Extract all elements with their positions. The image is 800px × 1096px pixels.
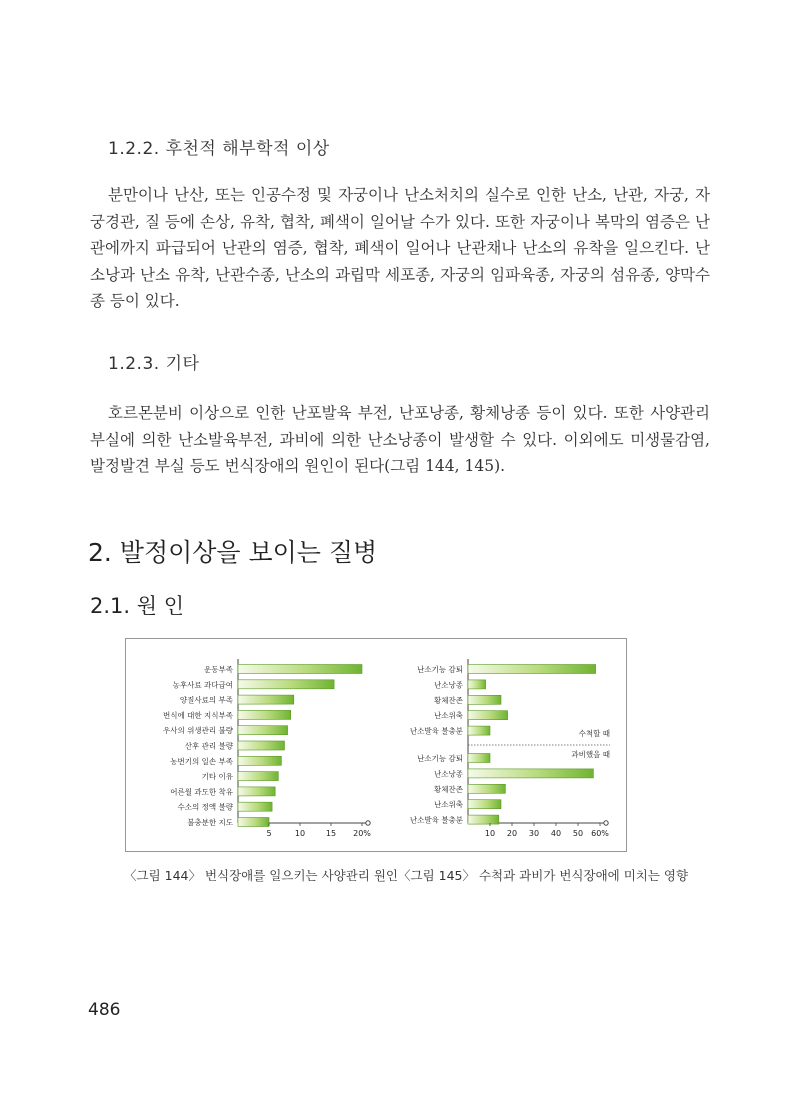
chart-145-bar <box>468 784 505 793</box>
chart-145-group-label: 수척할 때 <box>578 729 610 738</box>
chart-144-bar <box>238 756 281 765</box>
chart-145-category-label: 난소기능 감퇴 <box>417 754 463 763</box>
paragraph-text: 분만이나 난산, 또는 인공수정 및 자궁이나 난소처치의 실수로 인한 난소, 난관, 자궁, 자궁경관, 질 등에 손상, 유착, 협착, 폐색이 일어날 수가 있다. 또한 자궁이나 복막의 염증은 난관에까지 파급되어 난관의 염증, 협착, 폐색이 일어나 난관채나 난소의 유착을 일으킨다. 난소낭과 난소 유착, 난관수종, 난소의 과립막 세포종, 자궁의 임파육종, 자궁의 섬유종, 양막수종 등이 있다. <box>90 186 710 310</box>
chart-145-x-tick-label: 30 <box>528 829 540 838</box>
chart-144-category-label: 번식에 대한 지식부족 <box>163 710 233 720</box>
chart-145-x-tick-label: 50 <box>572 829 584 838</box>
figure-charts <box>126 639 626 851</box>
chart-145-x-tick-label: 40 <box>550 829 562 838</box>
chart-145-bar <box>468 800 501 809</box>
chart-144-category-label: 농후사료 과다급여 <box>172 680 233 690</box>
section-heading-2-1: 2.1. 원 인 <box>90 594 184 618</box>
chart-145-category-label: 난소발육 불충분 <box>409 815 463 825</box>
chart-144-bar <box>238 741 285 750</box>
chart-145-x-tick-label: 60% <box>591 829 609 838</box>
chart-145-bar <box>468 711 508 720</box>
paragraph-text: 호르몬분비 이상으로 인한 난포발육 부전, 난포낭종, 황체낭종 등이 있다. 또한 사양관리 부실에 의한 난소발육부전, 과비에 의한 난소낭종이 발생할 수 있다. 이외에도 미생물감염, 발정발견 부실 등도 번식장애의 원인이 된다(그림 144, 145). <box>90 404 710 475</box>
chart-144-bar <box>238 818 269 827</box>
chart-144-bar <box>238 695 294 704</box>
figure-144-caption: 〈그림 144〉 번식장애를 일으키는 사양관리 원인 <box>124 868 399 883</box>
chart-144-bar <box>238 726 288 735</box>
section-heading-2: 2. 발정이상을 보이는 질병 <box>88 538 378 567</box>
chart-145-x-tick-label: 20 <box>506 829 518 838</box>
chart-144-x-tick-label: 20% <box>353 829 371 838</box>
chart-144-axis-end <box>366 821 370 825</box>
chart-144-x-tick-label: 15 <box>325 829 337 838</box>
section-heading-1-2-2: 1.2.2. 후천적 해부학적 이상 <box>108 139 330 159</box>
chart-144-category-label: 농번기의 일손 부족 <box>170 756 233 766</box>
chart-145-category-label: 난소낭종 <box>434 769 463 779</box>
paragraph-1-2-2 <box>90 182 710 315</box>
chart-145-bar <box>468 815 499 824</box>
chart-144-category-label: 양질사료의 부족 <box>179 695 233 705</box>
chart-144-category-label: 어른월 과도한 착유 <box>170 787 233 797</box>
chart-144-category-label: 우사의 위생관리 불량 <box>163 726 233 736</box>
chart-145-x-tick-label: 10 <box>484 829 496 838</box>
chart-144-x-tick-label: 5 <box>266 829 272 838</box>
chart-144-bar <box>238 680 334 689</box>
chart-145-bar <box>468 680 486 689</box>
chart-145-bar <box>468 726 490 735</box>
chart-144-category-label: 수소의 정액 불량 <box>177 802 233 812</box>
chart-145-category-label: 황체잔존 <box>434 784 463 794</box>
chart-144-category-label: 운동부족 <box>204 665 233 674</box>
chart-144-bar <box>238 710 291 719</box>
figure-145-caption: 〈그림 145〉 수척과 과비가 번식장애에 미치는 영향 <box>398 868 689 883</box>
chart-144-bar <box>238 802 272 811</box>
section-heading-1-2-3: 1.2.3. 기타 <box>108 354 200 374</box>
chart-144-category-label: 산후 관리 불량 <box>184 741 233 751</box>
chart-145-category-label: 난소위축 <box>434 711 463 721</box>
chart-145-group-label: 과비했을 때 <box>571 750 610 759</box>
chart-145-bar <box>468 695 501 704</box>
chart-145-bar <box>468 665 596 674</box>
chart-145-category-label: 황체잔존 <box>434 695 463 705</box>
chart-144-bar <box>238 772 278 781</box>
chart-145-category-label: 난소위축 <box>434 800 463 810</box>
chart-145-category-label: 난소낭종 <box>434 680 463 690</box>
chart-145-bar <box>468 754 490 763</box>
paragraph-1-2-3 <box>90 400 710 480</box>
chart-144-bar <box>238 787 275 796</box>
figure-box <box>125 638 627 852</box>
chart-144-bar <box>238 665 362 674</box>
chart-144-x-tick-label: 10 <box>294 829 306 838</box>
chart-144-category-label: 불충분한 지도 <box>187 818 233 827</box>
chart-145-axis-end <box>604 821 608 825</box>
chart-145-category-label: 난소기능 감퇴 <box>417 665 463 674</box>
chart-145-category-label: 난소발육 불충분 <box>409 726 463 736</box>
page-number: 486 <box>88 1000 121 1020</box>
chart-145-bar <box>468 769 593 778</box>
chart-144-category-label: 기타 이유 <box>201 772 233 782</box>
